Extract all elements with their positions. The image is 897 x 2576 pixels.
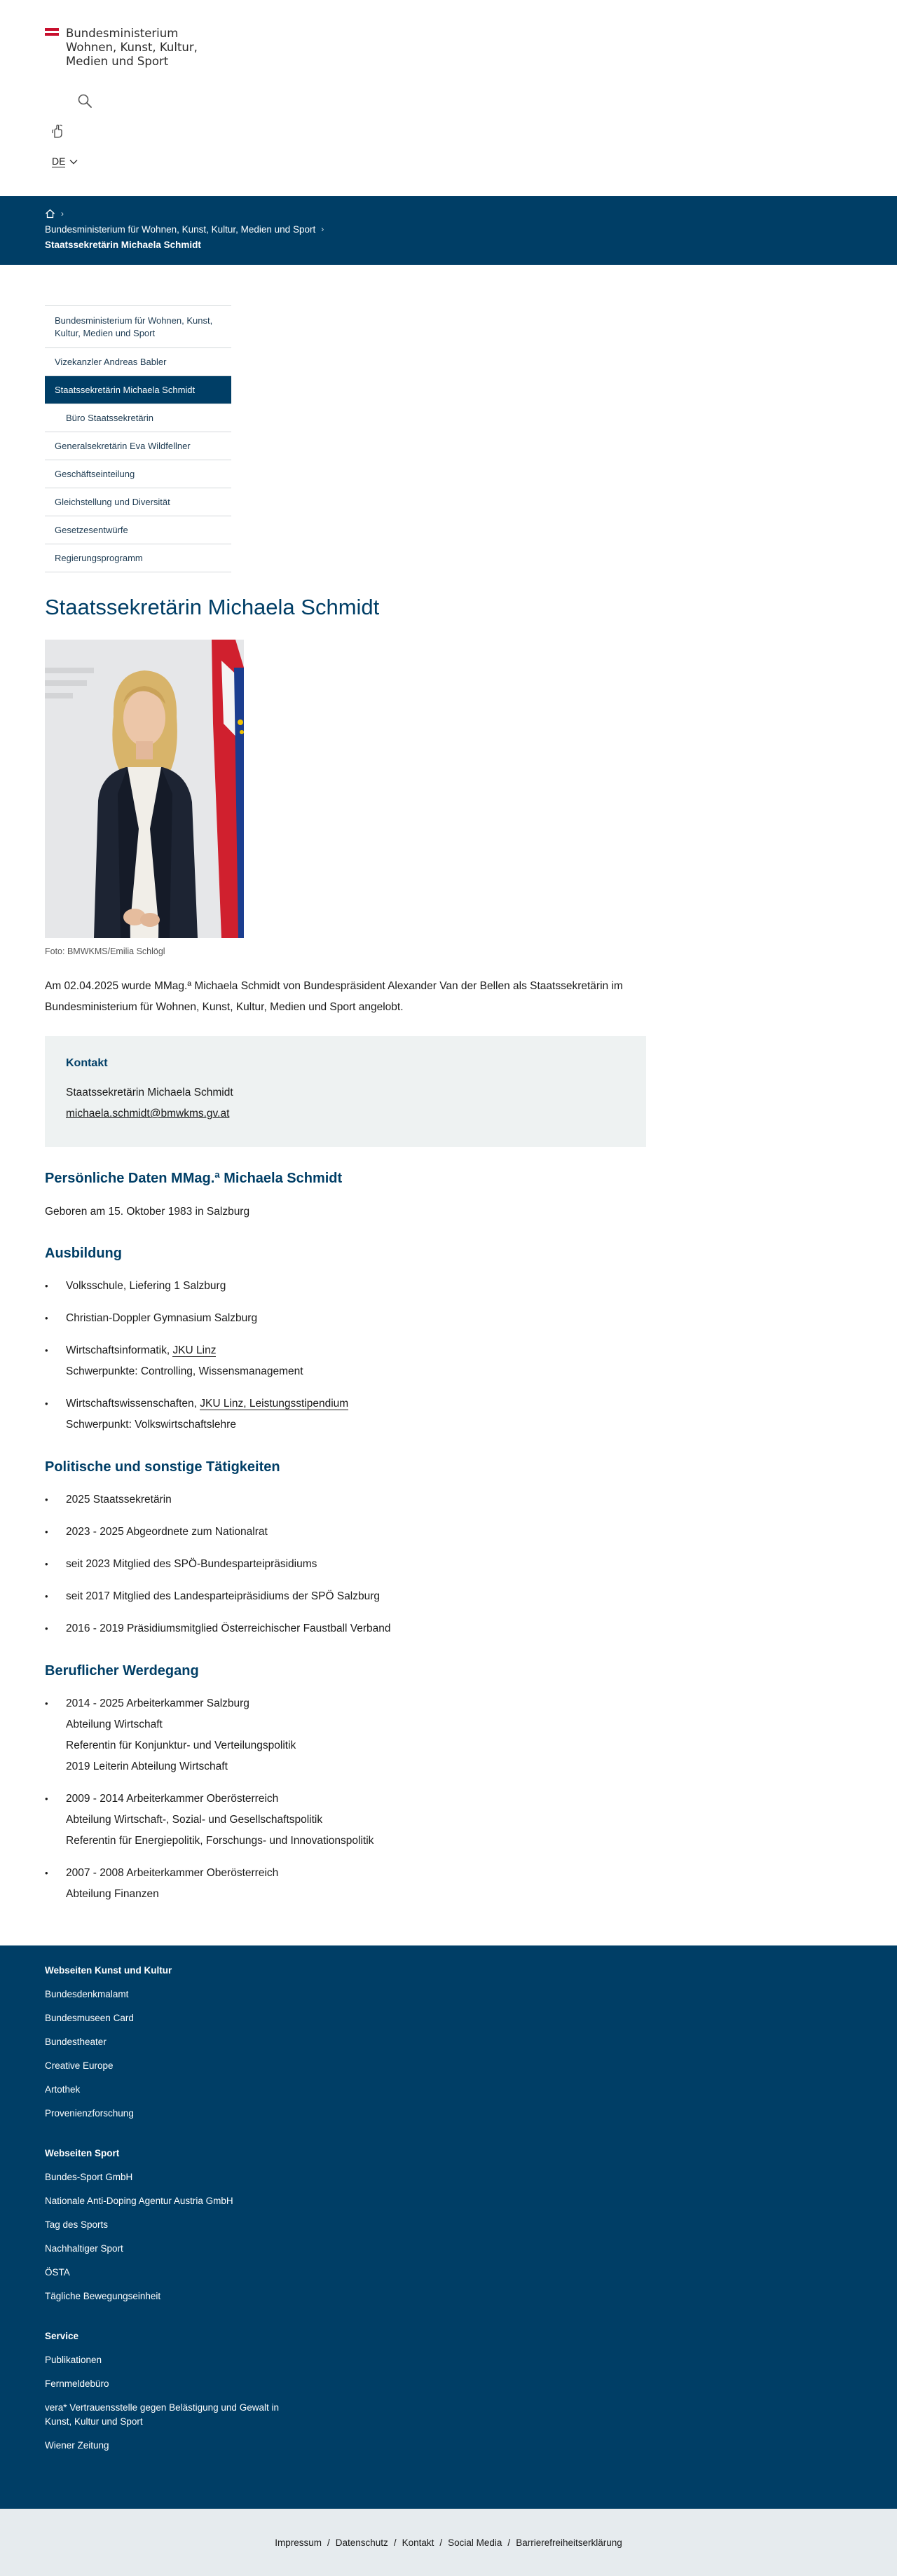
contact-name: Staatssekretärin Michaela Schmidt <box>66 1087 233 1098</box>
footer-link[interactable]: vera* Vertrauensstelle gegen Belästigung und Gewalt in Kunst, Kultur und Sport <box>45 2402 279 2427</box>
page-title: Staatssekretärin Michaela Schmidt <box>45 595 380 619</box>
list-item-detail: Referentin für Konjunktur- und Verteilungspolitik <box>66 1740 296 1751</box>
footer-barrierefreiheit-link[interactable]: Barrierefreiheitserklärung <box>516 2537 622 2548</box>
footer-heading: Webseiten Kunst und Kultur <box>45 1965 172 1976</box>
list-item-text: , Leistungsstipendium <box>243 1398 349 1410</box>
list-item: • 2023 - 2025 Abgeordnete zum Nationalrat <box>45 1522 852 1543</box>
career-heading: Beruflicher Werdegang <box>45 1663 199 1679</box>
logo-line: Bundesministerium <box>66 27 179 40</box>
language-label: DE <box>52 156 66 167</box>
list-item-text: 2007 - 2008 Arbeiterkammer Oberösterreich <box>66 1867 279 1879</box>
separator: / <box>507 2537 511 2548</box>
separator: / <box>393 2537 397 2548</box>
sidenav-item-vizekanzler[interactable]: Vizekanzler Andreas Babler <box>45 348 231 376</box>
footer-group-service <box>45 2331 852 2458</box>
footer-link[interactable]: Nationale Anti-Doping Agentur Austria GmbH <box>45 2196 233 2206</box>
separator: / <box>327 2537 330 2548</box>
list-item-detail: 2019 Leiterin Abteilung Wirtschaft <box>66 1761 228 1772</box>
jku-linz-link[interactable]: JKU Linz <box>200 1398 244 1410</box>
list-item-detail: Referentin für Energiepolitik, Forschungs- und Innovationspolitik <box>66 1835 374 1847</box>
ministry-logo[interactable] <box>45 27 198 69</box>
footer-link[interactable]: Bundesdenkmalamt <box>45 1989 129 1999</box>
list-item: • 2016 - 2019 Präsidiumsmitglied Österreichischer Faustball Verband <box>45 1618 852 1639</box>
sidenav-item-regierungsprogramm[interactable]: Regierungsprogramm <box>45 544 231 572</box>
footer-link[interactable]: Tag des Sports <box>45 2219 109 2230</box>
footer-link[interactable]: Bundestheater <box>45 2037 107 2047</box>
sidenav-item-generalsekretaerin[interactable]: Generalsekretärin Eva Wildfellner <box>45 432 231 460</box>
list-item <box>45 1308 852 1329</box>
site-header <box>0 0 897 196</box>
political-heading: Politische und sonstige Tätigkeiten <box>45 1459 280 1475</box>
list-item-text: 2014 - 2025 Arbeiterkammer Salzburg <box>66 1697 249 1709</box>
footer-group-sport <box>45 2148 852 2308</box>
footer-kontakt-link[interactable]: Kontakt <box>402 2537 434 2548</box>
list-item-detail: Schwerpunkte: Controlling, Wissensmanagement <box>66 1365 303 1377</box>
footer-link[interactable]: ÖSTA <box>45 2267 70 2278</box>
list-item <box>45 1276 852 1297</box>
list-item-detail: Abteilung Wirtschaft-, Sozial- und Gesellschaftspolitik <box>66 1814 323 1826</box>
breadcrumb <box>0 196 897 265</box>
site-footer <box>0 1945 897 2509</box>
photo-caption: Foto: BMWKMS/Emilia Schlögl <box>45 946 165 956</box>
footer-link[interactable]: Nachhaltiger Sport <box>45 2243 123 2254</box>
list-item: • 2025 Staatssekretärin <box>45 1489 852 1510</box>
sidenav-item-buero[interactable]: Büro Staatssekretärin <box>45 404 231 432</box>
footer-link[interactable]: Creative Europe <box>45 2060 114 2071</box>
logo-text <box>66 27 198 69</box>
sidenav-item-staatssekretaerin[interactable]: Staatssekretärin Michaela Schmidt <box>45 376 231 404</box>
portrait-photo <box>45 640 244 938</box>
main-content <box>0 593 897 1905</box>
footer-link[interactable]: Tägliche Bewegungseinheit <box>45 2291 161 2301</box>
footer-link[interactable]: Bundesmuseen Card <box>45 2013 134 2023</box>
search-icon <box>77 93 93 109</box>
home-icon[interactable] <box>45 209 55 219</box>
birth-info: Geboren am 15. Oktober 1983 in Salzburg <box>45 1206 250 1218</box>
chevron-right-icon: › <box>321 224 324 234</box>
list-item-text: 2009 - 2014 Arbeiterkammer Oberösterreich <box>66 1793 279 1805</box>
sign-language-button[interactable] <box>50 123 67 142</box>
sidenav-item-gesetzesentwuerfe[interactable]: Gesetzesentwürfe <box>45 516 231 544</box>
logo-line: Wohnen, Kunst, Kultur, <box>66 41 198 54</box>
list-item-detail: Abteilung Wirtschaft <box>66 1719 163 1730</box>
list-item-detail: Schwerpunkt: Volkswirtschaftslehre <box>66 1419 236 1431</box>
sidenav-item-geschaeftseinteilung[interactable]: Geschäftseinteilung <box>45 460 231 488</box>
sign-language-icon <box>50 123 64 139</box>
personal-data-heading: Persönliche Daten MMag.ª Michaela Schmidt <box>45 1171 343 1186</box>
footer-link[interactable]: Fernmeldebüro <box>45 2378 109 2389</box>
breadcrumb-home-row <box>45 206 852 221</box>
breadcrumb-item-ministry[interactable]: Bundesministerium für Wohnen, Kunst, Kultur, Medien und Sport <box>45 223 316 235</box>
list-item <box>45 1789 852 1852</box>
footer-group-kunst-kultur <box>45 1965 852 2126</box>
footer-datenschutz-link[interactable]: Datenschutz <box>335 2537 388 2548</box>
list-item <box>45 1863 852 1905</box>
contact-heading: Kontakt <box>66 1057 108 1069</box>
list-item-text: Christian-Doppler Gymnasium Salzburg <box>66 1312 258 1324</box>
breadcrumb-item-row <box>45 221 852 237</box>
footer-link[interactable]: Publikationen <box>45 2355 102 2365</box>
sidenav-item-gleichstellung[interactable]: Gleichstellung und Diversität <box>45 488 231 516</box>
side-navigation <box>45 305 231 572</box>
chevron-right-icon: › <box>61 209 64 219</box>
contact-email-link[interactable]: michaela.schmidt@bmwkms.gv.at <box>66 1108 230 1120</box>
logo-line: Medien und Sport <box>66 55 169 68</box>
intro-text: Am 02.04.2025 wurde MMag.ª Michaela Schmidt von Bundespräsident Alexander Van der Bellen als Staatssekretärin im Bundesministerium für Wohnen, Kunst, Kultur, Medien und Sport angelobt. <box>45 980 623 1013</box>
jku-linz-link[interactable]: JKU Linz <box>172 1344 217 1356</box>
contact-box <box>45 1036 646 1147</box>
list-item-detail: Abteilung Finanzen <box>66 1888 159 1900</box>
footer-social-media-link[interactable]: Social Media <box>448 2537 502 2548</box>
footer-link[interactable]: Bundes-Sport GmbH <box>45 2172 133 2182</box>
search-button[interactable] <box>77 93 97 113</box>
portrait-illustration <box>45 640 244 938</box>
list-item-text: Volksschule, Liefering 1 Salzburg <box>66 1280 226 1292</box>
footer-heading: Service <box>45 2331 79 2341</box>
list-item-text: Wirtschaftswissenschaften, <box>66 1398 200 1410</box>
footer-heading: Webseiten Sport <box>45 2148 120 2158</box>
footer-link[interactable]: Artothek <box>45 2084 81 2095</box>
education-list <box>45 1276 852 1435</box>
breadcrumb-current: Staatssekretärin Michaela Schmidt <box>45 239 201 250</box>
footer-impressum-link[interactable]: Impressum <box>275 2537 322 2548</box>
sidenav-item-ministry[interactable]: Bundesministerium für Wohnen, Kunst, Kultur, Medien und Sport <box>45 306 231 348</box>
austrian-flag-icon <box>45 28 59 36</box>
footer-link[interactable]: Wiener Zeitung <box>45 2440 109 2451</box>
footer-bottom-bar <box>0 2509 897 2576</box>
chevron-down-icon <box>69 159 78 165</box>
language-selector[interactable] <box>52 156 78 167</box>
list-item <box>45 1340 852 1382</box>
list-item: • seit 2023 Mitglied des SPÖ-Bundesparteipräsidiums <box>45 1554 852 1575</box>
political-list <box>45 1489 852 1639</box>
separator: / <box>439 2537 443 2548</box>
career-list <box>45 1693 852 1905</box>
footer-link[interactable]: Provenienzforschung <box>45 2108 134 2119</box>
list-item-text: Wirtschaftsinformatik, <box>66 1344 173 1356</box>
list-item <box>45 1393 852 1435</box>
list-item: • seit 2017 Mitglied des Landesparteipräsidiums der SPÖ Salzburg <box>45 1586 852 1607</box>
education-heading: Ausbildung <box>45 1246 122 1261</box>
list-item <box>45 1693 852 1777</box>
